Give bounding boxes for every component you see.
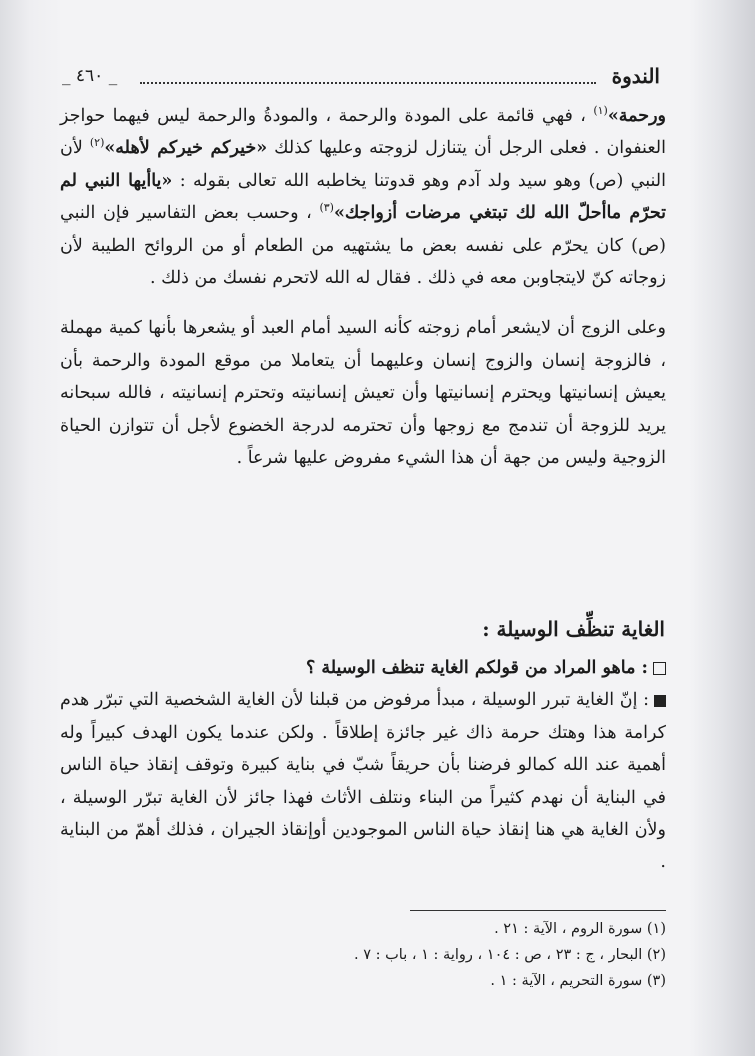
question-text: : ماهو المراد من قولكم الغاية تنظف الوسيلة ؟ — [305, 658, 648, 678]
footnote-2: (٢) البحار ، ج : ٢٣ ، ص : ١٠٤ ، رواية : ١ ، باب : ٧ . — [354, 947, 666, 963]
paragraph-1-text-a: ، فهي قائمة على المودة والرحمة ، والمودةُ والرحمة ليس فيهما حواجز العنفوان . فعلى الرجل أن يتنازل لزوجته وعليها كذلك — [60, 106, 666, 159]
book-title: الندوة — [611, 64, 660, 88]
footnote-3: (٣) سورة التحريم ، الآية : ١ . — [490, 973, 666, 989]
footnotes — [300, 916, 666, 994]
footnote-divider — [410, 910, 666, 911]
running-header — [62, 64, 660, 94]
footnote-1: (١) سورة الروم ، الآية : ٢١ . — [494, 921, 666, 937]
hadith-quote: «خيركم خيركم لأهله» — [104, 138, 268, 159]
question-answer — [60, 652, 666, 879]
paragraph-1-text-b: لأن النبي (ص) وهو سيد ولد آدم وهو قدوتنا يخاطبه الله تعالى بقوله : — [60, 138, 666, 191]
quran-verse: «ياأيها النبي لم تحرّم ماأحلّ الله لك تبتغي مرضات أزواجك» — [60, 170, 666, 224]
answer-text: : إنّ الغاية تبرر الوسيلة ، مبدأ مرفوض من قبلنا لأن الغاية الشخصية التي تبرّر هدم كرامة هذا وهتك حرمة ذاك غير جائزة إطلاقاً . ولكن عندما يكون الهدف كبيراً وله أهمية عند الله كمالو فرضنا بأن حريقاً شبّ في بناية كبيرة وتوقف إنقاذ حياة الناس في البناية أن نهدم كثيراً من البناء ونتلف الأثاث فهذا جائز لأن الغاية تبرّر الوسيلة ، ولأن الغاية هي هنا إنقاذ حياة الناس الموجودين أوإنقاذ الجيران ، فذلك أهمّ من البناية . — [60, 690, 666, 873]
paragraph-1 — [60, 100, 666, 294]
paragraph-1-text-c: ، وحسب بعض التفاسير فإن النبي (ص) كان يحرّم على نفسه بعض ما يشتهيه من الطعام أو من الروائح الطيبة لأن زوجاته كنّ لايتجاوبن معه في ذلك . فقال له الله لاتحرم نفسك من ذلك . — [60, 203, 666, 289]
filled-square-icon — [654, 695, 666, 707]
question — [60, 652, 666, 684]
quran-fragment: ورحمة» — [607, 106, 666, 126]
page-number: _ ٤٦٠ _ — [62, 66, 118, 86]
footnote-ref-1: (١) — [593, 104, 608, 118]
footnote-ref-2: (٢) — [89, 136, 105, 150]
empty-square-icon — [653, 662, 666, 675]
main-text — [60, 100, 666, 474]
header-dotted-leader — [140, 82, 596, 84]
paragraph-2: وعلى الزوج أن لايشعر أمام زوجته كأنه السيد أمام العبد أو يشعرها بأنها كمية مهملة ، فالزوجة إنسان والزوج إنسان وعليهما أن يتعاملا من موقع المودة والرحمة بأن يعيش إنسانيتها ويحترم إنسانيتها وأن تعيش إنسانيته وتحترم إنسانيته ، فالله سبحانه يريد للزوجة أن تندمج مع زوجها وأن تحترمه لدرجة الخضوع لأجل أن تتوازن الحياة الزوجية وليس من جهة أن هذا الشيء مفروض عليها شرعاً . — [60, 318, 666, 469]
section-heading: الغاية تنظِّف الوسيلة : — [482, 617, 665, 641]
footnote-ref-3: (٣) — [319, 201, 334, 215]
answer — [60, 684, 666, 878]
